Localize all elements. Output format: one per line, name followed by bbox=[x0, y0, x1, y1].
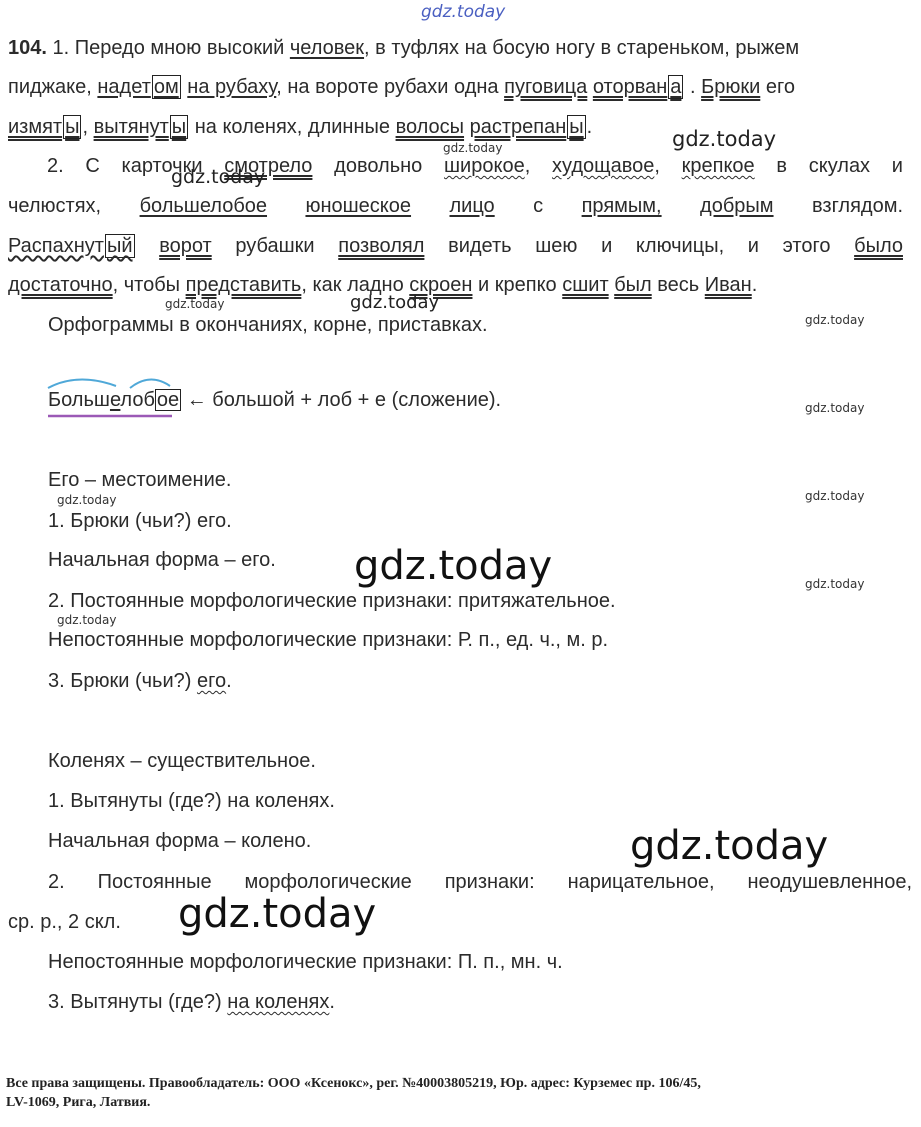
task-number: 104. bbox=[8, 37, 47, 59]
word-predstavit: представить bbox=[185, 274, 302, 296]
word-root-bolsh: Больш bbox=[48, 389, 110, 411]
word-skroen: скроен bbox=[409, 274, 473, 296]
word-analysis bbox=[48, 388, 501, 412]
ego-nonconstant: Непостоянные морфологические признаки: Р. п., ед. ч., м. р. bbox=[48, 629, 609, 651]
word-chelovek: человек bbox=[289, 37, 365, 59]
word-shirokoe: широкое bbox=[444, 155, 525, 177]
word-volosy: волосы bbox=[395, 116, 465, 138]
watermark: gdz.today bbox=[178, 891, 377, 937]
watermark: gdz.today bbox=[350, 292, 440, 313]
ego-point-3: 3. Брюки (чьи?) его. bbox=[48, 670, 232, 692]
watermark: gdz.today bbox=[57, 613, 117, 627]
kol-point-3: 3. Вытянуты (где?) на коленях. bbox=[48, 991, 335, 1013]
task-line-2: пиджаке, надет ом на рубаху, на вороте рубахи одна пуговица оторван а . Брюки его bbox=[8, 76, 795, 98]
word-yunosheskoe: юношеское bbox=[305, 195, 412, 217]
word-bolshelobe: большелобое bbox=[139, 195, 268, 217]
kol-nonconstant: Непостоянные морфологические признаки: П. п., мн. ч. bbox=[48, 951, 563, 973]
watermark: gdz.today bbox=[354, 543, 553, 589]
task-line-6: Распахнут ый ворот рубашки позволял видеть шею и ключицы, и этого было bbox=[8, 235, 903, 257]
watermark-top: gdz.today bbox=[421, 2, 506, 22]
word-hudoshavoe: худощавое bbox=[551, 155, 655, 177]
word-izmyaty: измят ы bbox=[8, 116, 80, 138]
word-na-rubahu: на рубаху bbox=[187, 76, 277, 98]
kol-point-1: 1. Вытянуты (где?) на коленях. bbox=[48, 790, 335, 812]
word-ego-marked: его bbox=[196, 670, 227, 692]
section-orfo: Орфограммы в окончаниях, корне, приставках. bbox=[48, 314, 488, 336]
watermark: gdz.today bbox=[171, 166, 266, 188]
ego-point-2: 2. Постоянные морфологические признаки: притяжательное. bbox=[48, 590, 616, 612]
word-nadetom: надет ом bbox=[97, 76, 179, 98]
word-otorvana: оторван а bbox=[592, 76, 682, 98]
word-krepkoe: крепкое bbox=[681, 155, 755, 177]
ego-point-1: 1. Брюки (чьи?) его. bbox=[48, 510, 232, 532]
watermark: gdz.today bbox=[805, 489, 865, 503]
word-byl: был bbox=[614, 274, 652, 296]
kol-point-2: 2. Постоянные морфологические признаки: нарицательное, неодушевленное, bbox=[48, 871, 912, 893]
word-vytyanuty: вытянут ы bbox=[93, 116, 187, 138]
task-line-4: 2. С карточки смотрело довольно широкое, худощавое, крепкое в скулах и bbox=[47, 155, 903, 177]
word-ivan: Иван bbox=[704, 274, 752, 296]
word-root-lob: лоб bbox=[120, 389, 155, 411]
copyright-footer: Все права защищены. Правообладатель: ООО «Ксенокс», рег. №40003805219, Юр. адрес: Курземес пр. 106/45, LV-1069, Рига, Латвия. bbox=[6, 1076, 701, 1110]
word-kolenyah-marked: на коленях bbox=[227, 991, 330, 1013]
word-pozvolyal: позволял bbox=[338, 235, 425, 257]
word-ending: ое bbox=[156, 389, 180, 411]
word-dostatochno: достаточно bbox=[8, 274, 113, 296]
connecting-vowel: е bbox=[109, 389, 121, 411]
watermark: gdz.today bbox=[630, 823, 829, 869]
word-smotrelo: смотрело bbox=[224, 155, 313, 177]
kol-point-2-cont: ср. р., 2 скл. bbox=[8, 911, 121, 933]
word-lico: лицо bbox=[449, 195, 495, 217]
watermark: gdz.today bbox=[805, 313, 865, 327]
word-pugovica: пуговица bbox=[504, 76, 588, 98]
watermark: gdz.today bbox=[443, 141, 503, 155]
watermark: gdz.today bbox=[805, 577, 865, 591]
kol-title: Коленях – существительное. bbox=[48, 750, 316, 772]
watermark: gdz.today bbox=[57, 493, 117, 507]
ego-title: Его – местоимение. bbox=[48, 469, 232, 491]
watermark: gdz.today bbox=[805, 401, 865, 415]
word-bylo: было bbox=[854, 235, 903, 257]
watermark: gdz.today bbox=[165, 297, 225, 311]
word-vorot: ворот bbox=[159, 235, 212, 257]
word-sshit: сшит bbox=[562, 274, 609, 296]
task-line-5: челюстях, большелобое юношеское лицо с прямым, добрым взглядом. bbox=[8, 195, 904, 217]
kol-initial-form: Начальная форма – колено. bbox=[48, 830, 312, 852]
word-rastrepany: растрепан ы bbox=[469, 116, 584, 138]
word-pryamym: прямым, bbox=[581, 195, 662, 217]
watermark: gdz.today bbox=[672, 127, 777, 151]
task-line-3: измят ы , вытянут ы на коленях, длинные волосы растрепан ы . bbox=[8, 116, 593, 138]
word-raspahnutyj: Распахнут ый bbox=[8, 235, 133, 257]
ego-initial-form: Начальная форма – его. bbox=[48, 549, 276, 571]
word-bryuki: Брюки bbox=[701, 76, 761, 98]
task-line-7: достаточно, чтобы представить, как ладно скроен и крепко сшит был весь Иван. bbox=[8, 274, 758, 296]
task-line-1: 104. 1. Передо мною высокий человек, в туфлях на босую ногу в стареньком, рыжем bbox=[8, 37, 800, 59]
word-dobrym: добрым bbox=[700, 195, 774, 217]
formula: ← большой + лоб + е (сложение). bbox=[186, 389, 502, 411]
